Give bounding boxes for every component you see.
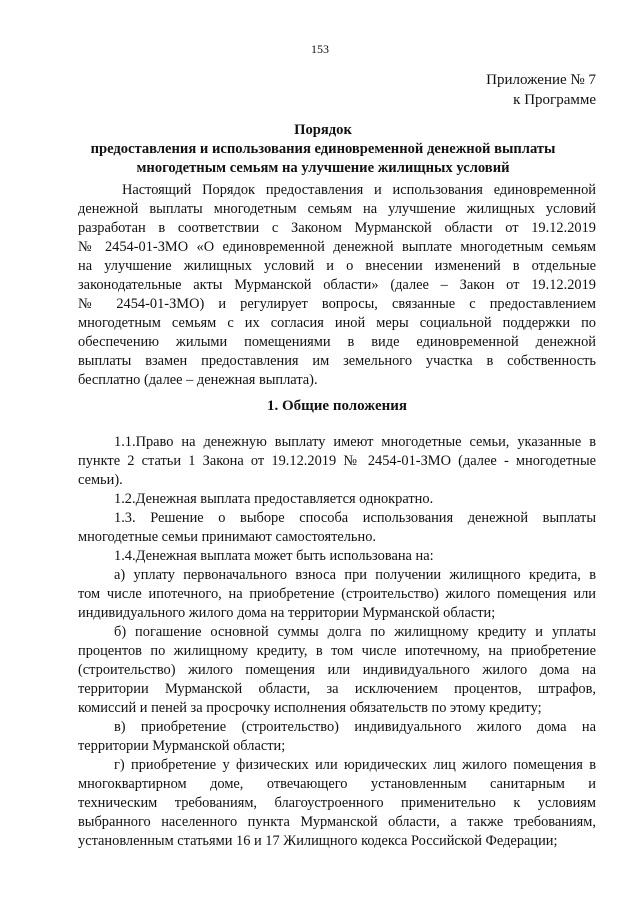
paragraph-line: том числе ипотечного, на приобретение (строительство) жилого помещения или bbox=[78, 586, 596, 602]
paragraph-line: 1.3. Решение о выборе способа использования денежной выплаты bbox=[114, 510, 596, 526]
paragraph-line: установленным статьями 16 и 17 Жилищного кодекса Российской Федерации; bbox=[78, 833, 558, 849]
paragraph bbox=[78, 718, 596, 756]
paragraph-line: техническим требованиям, благоустроенного применительно к условиям bbox=[78, 795, 596, 811]
intro-line: на улучшение жилищных условий и о внесении изменений в отдельные bbox=[78, 258, 596, 274]
section-heading: 1. Общие положения bbox=[266, 398, 408, 414]
paragraph-line: 1.2.Денежная выплата предоставляется однократно. bbox=[114, 491, 434, 507]
paragraph-line: выбранного населенного пункта Мурманской области, а также требованиям, bbox=[78, 814, 596, 830]
title-line-3: многодетным семьям на улучшение жилищных условий bbox=[136, 160, 510, 176]
intro-line: бесплатно (далее – денежная выплата). bbox=[78, 372, 318, 388]
title-line-1: Порядок bbox=[294, 122, 352, 138]
paragraph-line: процентов по жилищному кредиту, в том числе ипотечному, на приобретение bbox=[78, 643, 596, 659]
intro-line: выплаты взамен предоставления им земельного участка в собственность bbox=[78, 353, 596, 369]
intro-line: Настоящий Порядок предоставления и использования единовременной bbox=[122, 182, 596, 198]
paragraph-line: в) приобретение (строительство) индивидуального жилого дома на bbox=[114, 719, 596, 735]
appendix-number: Приложение № 7 bbox=[486, 72, 596, 88]
paragraph-line: б) погашение основной суммы долга по жилищному кредиту и уплаты bbox=[114, 624, 596, 640]
paragraph bbox=[78, 490, 596, 509]
intro-line: № 2454-01-ЗМО «О единовременной денежной выплате многодетным семьям bbox=[78, 239, 596, 255]
intro-line: денежной выплаты многодетным семьям на улучшение жилищных условий bbox=[78, 201, 596, 217]
paragraph-line: семьи). bbox=[78, 472, 123, 488]
paragraph-line: многодетные семьи принимают самостоятельно. bbox=[78, 529, 376, 545]
paragraph bbox=[78, 509, 596, 547]
section-body bbox=[78, 433, 596, 851]
paragraph-line: 1.4.Денежная выплата может быть использована на: bbox=[114, 548, 434, 564]
paragraph-line: комиссий и пеней за просрочку исполнения обязательств по этому кредиту; bbox=[78, 700, 542, 716]
intro-line: разработан в соответствии с Законом Мурманской области от 19.12.2019 bbox=[78, 220, 596, 236]
paragraph bbox=[78, 433, 596, 490]
intro-line: многодетным семьям с их согласия иной меры социальной поддержки по bbox=[78, 315, 596, 331]
paragraph-line: г) приобретение у физических или юридических лиц жилого помещения в bbox=[114, 757, 596, 773]
paragraph bbox=[78, 623, 596, 718]
paragraph-line: территории Мурманской области, за исключением процентов, штрафов, bbox=[78, 681, 596, 697]
paragraph bbox=[78, 547, 596, 566]
paragraph-line: 1.1.Право на денежную выплату имеют многодетные семьи, указанные в bbox=[114, 434, 596, 450]
paragraph bbox=[78, 566, 596, 623]
paragraph bbox=[78, 756, 596, 851]
title-line-2: предоставления и использования единовременной денежной выплаты bbox=[90, 141, 556, 157]
intro-line: обеспечению жилыми помещениями в виде единовременной денежной bbox=[78, 334, 596, 350]
paragraph-line: многоквартирном доме, отвечающего установленным санитарным и bbox=[78, 776, 596, 792]
appendix-reference bbox=[486, 70, 596, 110]
intro-line: законодательные акты Мурманской области» (далее – Закон от 19.12.2019 bbox=[78, 277, 596, 293]
intro-line: № 2454-01-ЗМО) и регулирует вопросы, связанные с предоставлением bbox=[78, 296, 596, 312]
page-number: 153 bbox=[311, 42, 329, 56]
intro-paragraph bbox=[78, 181, 596, 390]
paragraph-line: территории Мурманской области; bbox=[78, 738, 286, 754]
paragraph-line: пункте 2 статьи 1 Закона от 19.12.2019 № 2454-01-ЗМО (далее - многодетные bbox=[78, 453, 596, 469]
appendix-program: к Программе bbox=[513, 92, 596, 108]
paragraph-line: (строительство) жилого помещения или индивидуального жилого дома на bbox=[78, 662, 596, 678]
paragraph-line: индивидуального жилого дома на территории Мурманской области; bbox=[78, 605, 496, 621]
document-title bbox=[50, 121, 596, 178]
paragraph-line: а) уплату первоначального взноса при получении жилищного кредита, в bbox=[114, 567, 596, 583]
